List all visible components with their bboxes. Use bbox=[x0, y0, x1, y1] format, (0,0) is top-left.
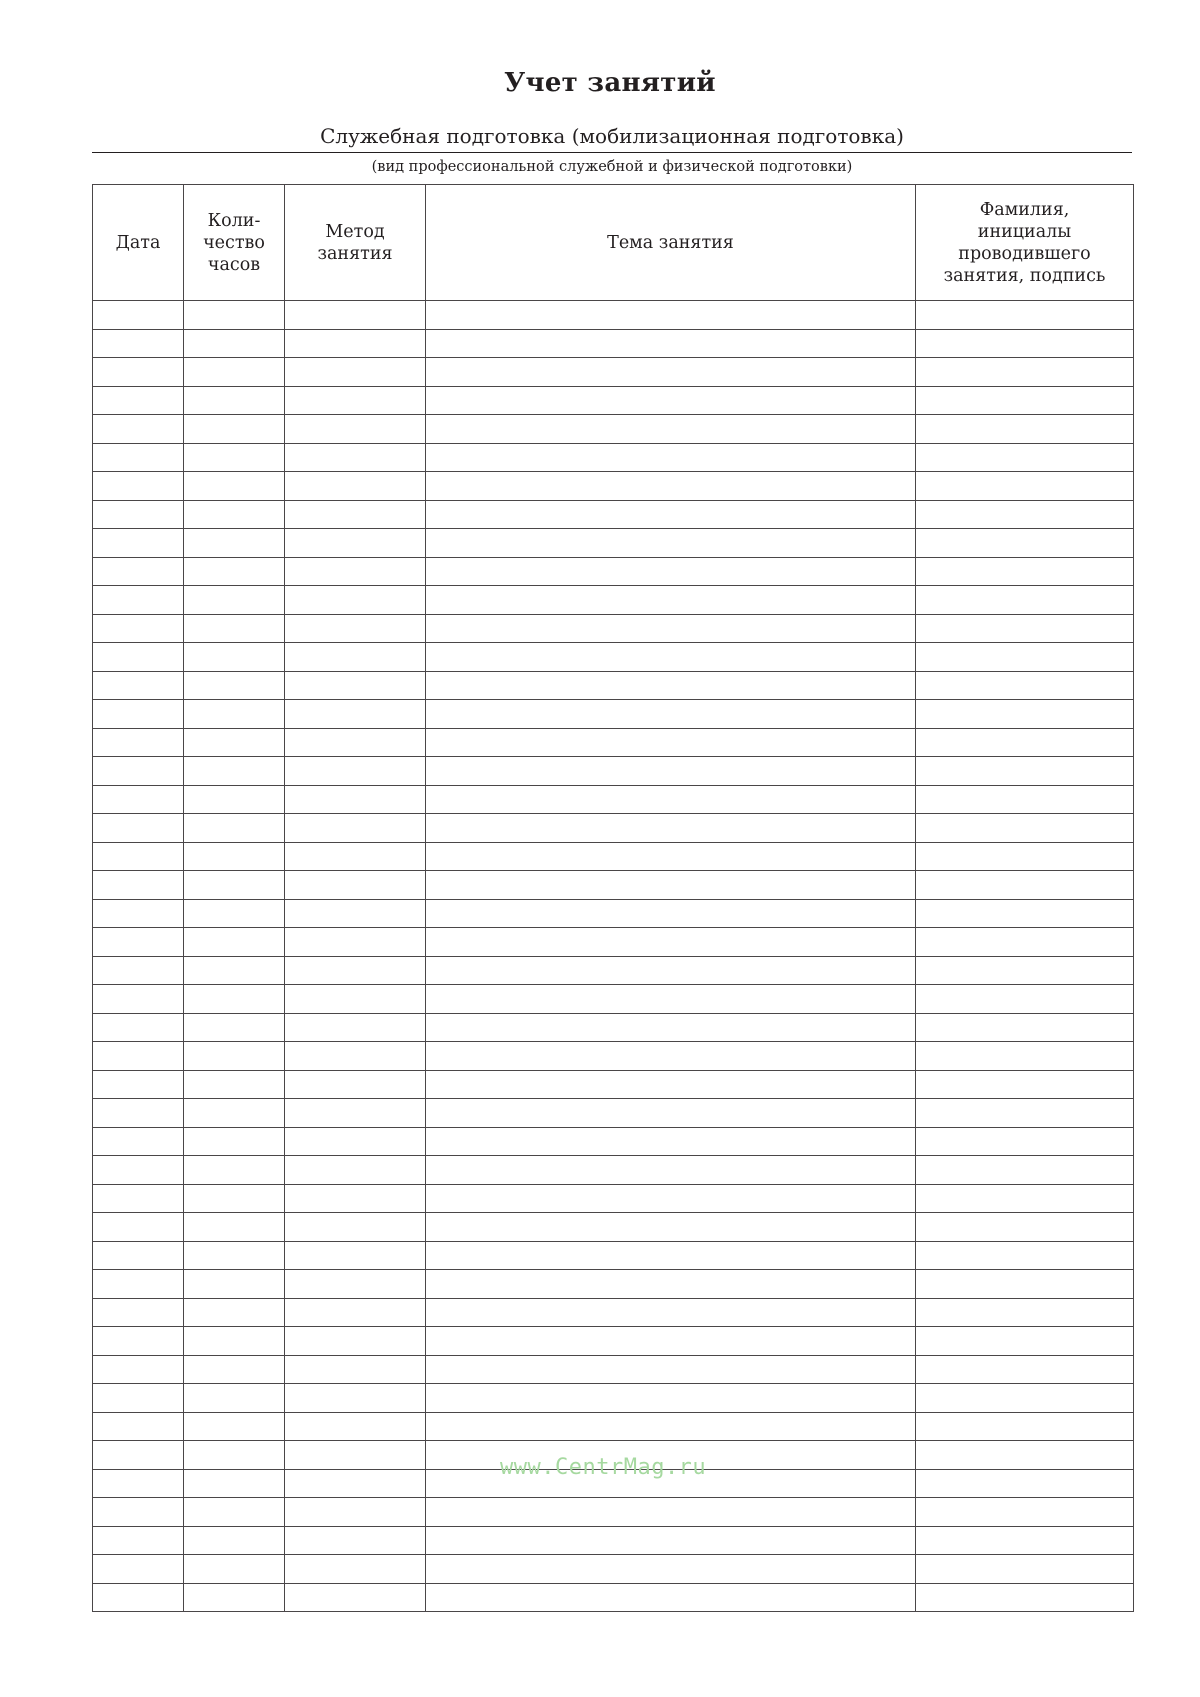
method-cell[interactable] bbox=[285, 557, 426, 586]
table-row bbox=[93, 1013, 1134, 1042]
table-row bbox=[93, 899, 1134, 928]
topic-cell[interactable] bbox=[426, 757, 916, 786]
signature-cell[interactable] bbox=[916, 1070, 1134, 1099]
signature-cell[interactable] bbox=[916, 1099, 1134, 1128]
hours-cell[interactable] bbox=[184, 1327, 285, 1356]
hours-cell[interactable] bbox=[184, 1469, 285, 1498]
date-cell[interactable] bbox=[93, 1241, 184, 1270]
method-cell[interactable] bbox=[285, 529, 426, 558]
signature-cell[interactable] bbox=[916, 757, 1134, 786]
topic-cell[interactable] bbox=[426, 1241, 916, 1270]
topic-cell[interactable] bbox=[426, 301, 916, 330]
table-row bbox=[93, 1384, 1134, 1413]
table-row bbox=[93, 985, 1134, 1014]
method-cell[interactable] bbox=[285, 1042, 426, 1071]
date-cell[interactable] bbox=[93, 1498, 184, 1527]
watermark: www.CentrMag.ru bbox=[500, 1455, 707, 1480]
hours-cell[interactable] bbox=[184, 1241, 285, 1270]
table-row bbox=[93, 1327, 1134, 1356]
signature-cell[interactable] bbox=[916, 643, 1134, 672]
date-cell[interactable] bbox=[93, 1270, 184, 1299]
training-type-field: Служебная подготовка (мобилизационная подготовка) bbox=[92, 122, 1132, 153]
topic-cell[interactable] bbox=[426, 842, 916, 871]
signature-cell[interactable] bbox=[916, 557, 1134, 586]
signature-cell[interactable] bbox=[916, 415, 1134, 444]
table-row bbox=[93, 1241, 1134, 1270]
topic-cell[interactable] bbox=[426, 329, 916, 358]
signature-cell[interactable] bbox=[916, 956, 1134, 985]
signature-cell[interactable] bbox=[916, 500, 1134, 529]
table-row bbox=[93, 1156, 1134, 1185]
topic-cell[interactable] bbox=[426, 415, 916, 444]
method-cell[interactable] bbox=[285, 329, 426, 358]
date-cell[interactable] bbox=[93, 443, 184, 472]
signature-cell[interactable] bbox=[916, 1042, 1134, 1071]
topic-cell[interactable] bbox=[426, 1127, 916, 1156]
date-cell[interactable] bbox=[93, 956, 184, 985]
topic-cell[interactable] bbox=[426, 1070, 916, 1099]
table-row bbox=[93, 500, 1134, 529]
signature-cell[interactable] bbox=[916, 1412, 1134, 1441]
date-cell[interactable] bbox=[93, 1526, 184, 1555]
table-row bbox=[93, 1127, 1134, 1156]
topic-cell[interactable] bbox=[426, 643, 916, 672]
method-cell[interactable] bbox=[285, 871, 426, 900]
topic-cell[interactable] bbox=[426, 1213, 916, 1242]
topic-cell[interactable] bbox=[426, 586, 916, 615]
date-cell[interactable] bbox=[93, 1384, 184, 1413]
signature-cell[interactable] bbox=[916, 814, 1134, 843]
signature-cell[interactable] bbox=[916, 1298, 1134, 1327]
hours-cell[interactable] bbox=[184, 643, 285, 672]
topic-cell[interactable] bbox=[426, 1156, 916, 1185]
method-cell[interactable] bbox=[285, 1355, 426, 1384]
hours-cell[interactable] bbox=[184, 1184, 285, 1213]
hours-cell[interactable] bbox=[184, 614, 285, 643]
date-cell[interactable] bbox=[93, 757, 184, 786]
topic-cell[interactable] bbox=[426, 1184, 916, 1213]
hours-cell[interactable] bbox=[184, 1013, 285, 1042]
topic-cell[interactable] bbox=[426, 472, 916, 501]
hours-cell[interactable] bbox=[184, 500, 285, 529]
date-cell[interactable] bbox=[93, 1441, 184, 1470]
hours-cell[interactable] bbox=[184, 358, 285, 387]
signature-cell[interactable] bbox=[916, 1583, 1134, 1612]
date-cell[interactable] bbox=[93, 671, 184, 700]
method-cell[interactable] bbox=[285, 899, 426, 928]
hours-cell[interactable] bbox=[184, 671, 285, 700]
hours-cell[interactable] bbox=[184, 1042, 285, 1071]
lessons-table bbox=[92, 184, 1134, 1612]
hours-cell[interactable] bbox=[184, 1555, 285, 1584]
topic-cell[interactable] bbox=[426, 700, 916, 729]
topic-cell[interactable] bbox=[426, 956, 916, 985]
hours-cell[interactable] bbox=[184, 728, 285, 757]
method-cell[interactable] bbox=[285, 1526, 426, 1555]
signature-cell[interactable] bbox=[916, 700, 1134, 729]
table-row bbox=[93, 871, 1134, 900]
date-cell[interactable] bbox=[93, 1412, 184, 1441]
table-row bbox=[93, 928, 1134, 957]
method-cell[interactable] bbox=[285, 1412, 426, 1441]
topic-cell[interactable] bbox=[426, 928, 916, 957]
signature-cell[interactable] bbox=[916, 1441, 1134, 1470]
signature-cell[interactable] bbox=[916, 1469, 1134, 1498]
method-cell[interactable] bbox=[285, 1241, 426, 1270]
signature-cell[interactable] bbox=[916, 899, 1134, 928]
method-cell[interactable] bbox=[285, 443, 426, 472]
signature-cell[interactable] bbox=[916, 443, 1134, 472]
method-cell[interactable] bbox=[285, 1384, 426, 1413]
table-row bbox=[93, 1526, 1134, 1555]
signature-cell[interactable] bbox=[916, 301, 1134, 330]
signature-cell[interactable] bbox=[916, 1355, 1134, 1384]
table-row bbox=[93, 1412, 1134, 1441]
topic-cell[interactable] bbox=[426, 529, 916, 558]
method-cell[interactable] bbox=[285, 1127, 426, 1156]
date-cell[interactable] bbox=[93, 586, 184, 615]
hours-cell[interactable] bbox=[184, 301, 285, 330]
date-cell[interactable] bbox=[93, 700, 184, 729]
date-cell[interactable] bbox=[93, 614, 184, 643]
date-cell[interactable] bbox=[93, 358, 184, 387]
method-cell[interactable] bbox=[285, 1498, 426, 1527]
method-cell[interactable] bbox=[285, 586, 426, 615]
hours-cell[interactable] bbox=[184, 529, 285, 558]
topic-cell[interactable] bbox=[426, 1555, 916, 1584]
table-row bbox=[93, 301, 1134, 330]
hours-cell[interactable] bbox=[184, 842, 285, 871]
method-cell[interactable] bbox=[285, 415, 426, 444]
hours-cell[interactable] bbox=[184, 928, 285, 957]
hours-cell[interactable] bbox=[184, 785, 285, 814]
date-cell[interactable] bbox=[93, 1013, 184, 1042]
topic-cell[interactable] bbox=[426, 443, 916, 472]
signature-cell[interactable] bbox=[916, 671, 1134, 700]
method-cell[interactable] bbox=[285, 785, 426, 814]
date-cell[interactable] bbox=[93, 1469, 184, 1498]
signature-cell[interactable] bbox=[916, 1498, 1134, 1527]
date-cell[interactable] bbox=[93, 871, 184, 900]
signature-cell[interactable] bbox=[916, 1327, 1134, 1356]
hours-cell[interactable] bbox=[184, 1213, 285, 1242]
signature-cell[interactable] bbox=[916, 928, 1134, 957]
date-cell[interactable] bbox=[93, 386, 184, 415]
method-cell[interactable] bbox=[285, 358, 426, 387]
topic-cell[interactable] bbox=[426, 785, 916, 814]
method-cell[interactable] bbox=[285, 985, 426, 1014]
date-cell[interactable] bbox=[93, 1355, 184, 1384]
table-row bbox=[93, 1099, 1134, 1128]
topic-cell[interactable] bbox=[426, 358, 916, 387]
date-cell[interactable] bbox=[93, 557, 184, 586]
table-row bbox=[93, 415, 1134, 444]
signature-cell[interactable] bbox=[916, 329, 1134, 358]
signature-cell[interactable] bbox=[916, 842, 1134, 871]
date-cell[interactable] bbox=[93, 1327, 184, 1356]
method-cell[interactable] bbox=[285, 956, 426, 985]
hours-cell[interactable] bbox=[184, 757, 285, 786]
hours-cell[interactable] bbox=[184, 1384, 285, 1413]
table-row bbox=[93, 1042, 1134, 1071]
method-cell[interactable] bbox=[285, 1213, 426, 1242]
method-cell[interactable] bbox=[285, 301, 426, 330]
table-row bbox=[93, 1213, 1134, 1242]
date-cell[interactable] bbox=[93, 1127, 184, 1156]
hours-cell[interactable] bbox=[184, 1498, 285, 1527]
table-row bbox=[93, 1555, 1134, 1584]
signature-cell[interactable] bbox=[916, 1127, 1134, 1156]
topic-cell[interactable] bbox=[426, 1327, 916, 1356]
topic-cell[interactable] bbox=[426, 1384, 916, 1413]
table-row bbox=[93, 329, 1134, 358]
table-row bbox=[93, 586, 1134, 615]
date-cell[interactable] bbox=[93, 1184, 184, 1213]
topic-cell[interactable] bbox=[426, 814, 916, 843]
signature-cell[interactable] bbox=[916, 586, 1134, 615]
topic-cell[interactable] bbox=[426, 671, 916, 700]
topic-cell[interactable] bbox=[426, 1498, 916, 1527]
method-cell[interactable] bbox=[285, 1555, 426, 1584]
header-hours: Коли- чество часов bbox=[184, 185, 285, 301]
table-header-row bbox=[93, 185, 1134, 301]
topic-cell[interactable] bbox=[426, 985, 916, 1014]
signature-cell[interactable] bbox=[916, 1013, 1134, 1042]
signature-cell[interactable] bbox=[916, 1241, 1134, 1270]
topic-cell[interactable] bbox=[426, 899, 916, 928]
date-cell[interactable] bbox=[93, 329, 184, 358]
method-cell[interactable] bbox=[285, 728, 426, 757]
hours-cell[interactable] bbox=[184, 1583, 285, 1612]
hours-cell[interactable] bbox=[184, 1127, 285, 1156]
hours-cell[interactable] bbox=[184, 1156, 285, 1185]
signature-cell[interactable] bbox=[916, 1156, 1134, 1185]
topic-cell[interactable] bbox=[426, 557, 916, 586]
hours-cell[interactable] bbox=[184, 1099, 285, 1128]
header-method: Метод занятия bbox=[285, 185, 426, 301]
signature-cell[interactable] bbox=[916, 358, 1134, 387]
hours-cell[interactable] bbox=[184, 1070, 285, 1099]
header-instructor-signature: Фамилия, инициалы проводившего занятия, подпись bbox=[916, 185, 1134, 301]
table-row bbox=[93, 785, 1134, 814]
hours-cell[interactable] bbox=[184, 1355, 285, 1384]
table-row bbox=[93, 643, 1134, 672]
table-body bbox=[93, 301, 1134, 1612]
table-row bbox=[93, 557, 1134, 586]
date-cell[interactable] bbox=[93, 1099, 184, 1128]
table-row bbox=[93, 386, 1134, 415]
method-cell[interactable] bbox=[285, 1441, 426, 1470]
table-row bbox=[93, 472, 1134, 501]
method-cell[interactable] bbox=[285, 814, 426, 843]
topic-cell[interactable] bbox=[426, 1526, 916, 1555]
table-row bbox=[93, 358, 1134, 387]
signature-cell[interactable] bbox=[916, 472, 1134, 501]
signature-cell[interactable] bbox=[916, 386, 1134, 415]
method-cell[interactable] bbox=[285, 842, 426, 871]
table-row bbox=[93, 1070, 1134, 1099]
date-cell[interactable] bbox=[93, 415, 184, 444]
table-row bbox=[93, 529, 1134, 558]
table-row bbox=[93, 671, 1134, 700]
topic-cell[interactable] bbox=[426, 500, 916, 529]
date-cell[interactable] bbox=[93, 1298, 184, 1327]
hours-cell[interactable] bbox=[184, 472, 285, 501]
date-cell[interactable] bbox=[93, 643, 184, 672]
signature-cell[interactable] bbox=[916, 871, 1134, 900]
signature-cell[interactable] bbox=[916, 1213, 1134, 1242]
method-cell[interactable] bbox=[285, 500, 426, 529]
method-cell[interactable] bbox=[285, 1099, 426, 1128]
table-row bbox=[93, 443, 1134, 472]
method-cell[interactable] bbox=[285, 643, 426, 672]
method-cell[interactable] bbox=[285, 1270, 426, 1299]
date-cell[interactable] bbox=[93, 1555, 184, 1584]
signature-cell[interactable] bbox=[916, 985, 1134, 1014]
date-cell[interactable] bbox=[93, 1042, 184, 1071]
method-cell[interactable] bbox=[285, 1184, 426, 1213]
method-cell[interactable] bbox=[285, 671, 426, 700]
date-cell[interactable] bbox=[93, 728, 184, 757]
signature-cell[interactable] bbox=[916, 529, 1134, 558]
topic-cell[interactable] bbox=[426, 1099, 916, 1128]
date-cell[interactable] bbox=[93, 842, 184, 871]
date-cell[interactable] bbox=[93, 301, 184, 330]
signature-cell[interactable] bbox=[916, 1184, 1134, 1213]
signature-cell[interactable] bbox=[916, 785, 1134, 814]
signature-cell[interactable] bbox=[916, 728, 1134, 757]
hours-cell[interactable] bbox=[184, 1298, 285, 1327]
method-cell[interactable] bbox=[285, 386, 426, 415]
table-row bbox=[93, 1583, 1134, 1612]
hours-cell[interactable] bbox=[184, 415, 285, 444]
hours-cell[interactable] bbox=[184, 1441, 285, 1470]
signature-cell[interactable] bbox=[916, 614, 1134, 643]
hours-cell[interactable] bbox=[184, 1412, 285, 1441]
date-cell[interactable] bbox=[93, 1156, 184, 1185]
header-topic: Тема занятия bbox=[426, 185, 916, 301]
table-row bbox=[93, 700, 1134, 729]
table-row bbox=[93, 1270, 1134, 1299]
method-cell[interactable] bbox=[285, 614, 426, 643]
hours-cell[interactable] bbox=[184, 899, 285, 928]
signature-cell[interactable] bbox=[916, 1526, 1134, 1555]
page-title: Учет занятий bbox=[504, 68, 716, 98]
method-cell[interactable] bbox=[285, 1298, 426, 1327]
hours-cell[interactable] bbox=[184, 1270, 285, 1299]
date-cell[interactable] bbox=[93, 785, 184, 814]
hours-cell[interactable] bbox=[184, 700, 285, 729]
signature-cell[interactable] bbox=[916, 1270, 1134, 1299]
method-cell[interactable] bbox=[285, 1469, 426, 1498]
signature-cell[interactable] bbox=[916, 1384, 1134, 1413]
signature-cell[interactable] bbox=[916, 1555, 1134, 1584]
hours-cell[interactable] bbox=[184, 586, 285, 615]
hours-cell[interactable] bbox=[184, 329, 285, 358]
table-row bbox=[93, 1355, 1134, 1384]
hours-cell[interactable] bbox=[184, 1526, 285, 1555]
date-cell[interactable] bbox=[93, 1070, 184, 1099]
date-cell[interactable] bbox=[93, 1213, 184, 1242]
table-row bbox=[93, 814, 1134, 843]
method-cell[interactable] bbox=[285, 700, 426, 729]
date-cell[interactable] bbox=[93, 472, 184, 501]
hours-cell[interactable] bbox=[184, 956, 285, 985]
topic-cell[interactable] bbox=[426, 1270, 916, 1299]
topic-cell[interactable] bbox=[426, 728, 916, 757]
topic-cell[interactable] bbox=[426, 1355, 916, 1384]
date-cell[interactable] bbox=[93, 814, 184, 843]
topic-cell[interactable] bbox=[426, 1042, 916, 1071]
header-date: Дата bbox=[93, 185, 184, 301]
topic-cell[interactable] bbox=[426, 614, 916, 643]
table-row bbox=[93, 842, 1134, 871]
hours-cell[interactable] bbox=[184, 557, 285, 586]
date-cell[interactable] bbox=[93, 985, 184, 1014]
topic-cell[interactable] bbox=[426, 1583, 916, 1612]
training-type-caption: (вид профессиональной служебной и физической подготовки) bbox=[371, 159, 853, 175]
method-cell[interactable] bbox=[285, 1070, 426, 1099]
table-row bbox=[93, 956, 1134, 985]
method-cell[interactable] bbox=[285, 757, 426, 786]
table-row bbox=[93, 1298, 1134, 1327]
date-cell[interactable] bbox=[93, 899, 184, 928]
method-cell[interactable] bbox=[285, 1156, 426, 1185]
topic-cell[interactable] bbox=[426, 386, 916, 415]
method-cell[interactable] bbox=[285, 1583, 426, 1612]
hours-cell[interactable] bbox=[184, 985, 285, 1014]
hours-cell[interactable] bbox=[184, 386, 285, 415]
date-cell[interactable] bbox=[93, 500, 184, 529]
method-cell[interactable] bbox=[285, 1013, 426, 1042]
topic-cell[interactable] bbox=[426, 871, 916, 900]
table-row bbox=[93, 728, 1134, 757]
date-cell[interactable] bbox=[93, 529, 184, 558]
table-row bbox=[93, 614, 1134, 643]
table-row bbox=[93, 1184, 1134, 1213]
table-row bbox=[93, 757, 1134, 786]
topic-cell[interactable] bbox=[426, 1412, 916, 1441]
topic-cell[interactable] bbox=[426, 1013, 916, 1042]
table-row bbox=[93, 1498, 1134, 1527]
date-cell[interactable] bbox=[93, 928, 184, 957]
method-cell[interactable] bbox=[285, 928, 426, 957]
method-cell[interactable] bbox=[285, 1327, 426, 1356]
hours-cell[interactable] bbox=[184, 871, 285, 900]
hours-cell[interactable] bbox=[184, 443, 285, 472]
topic-cell[interactable] bbox=[426, 1298, 916, 1327]
date-cell[interactable] bbox=[93, 1583, 184, 1612]
hours-cell[interactable] bbox=[184, 814, 285, 843]
method-cell[interactable] bbox=[285, 472, 426, 501]
